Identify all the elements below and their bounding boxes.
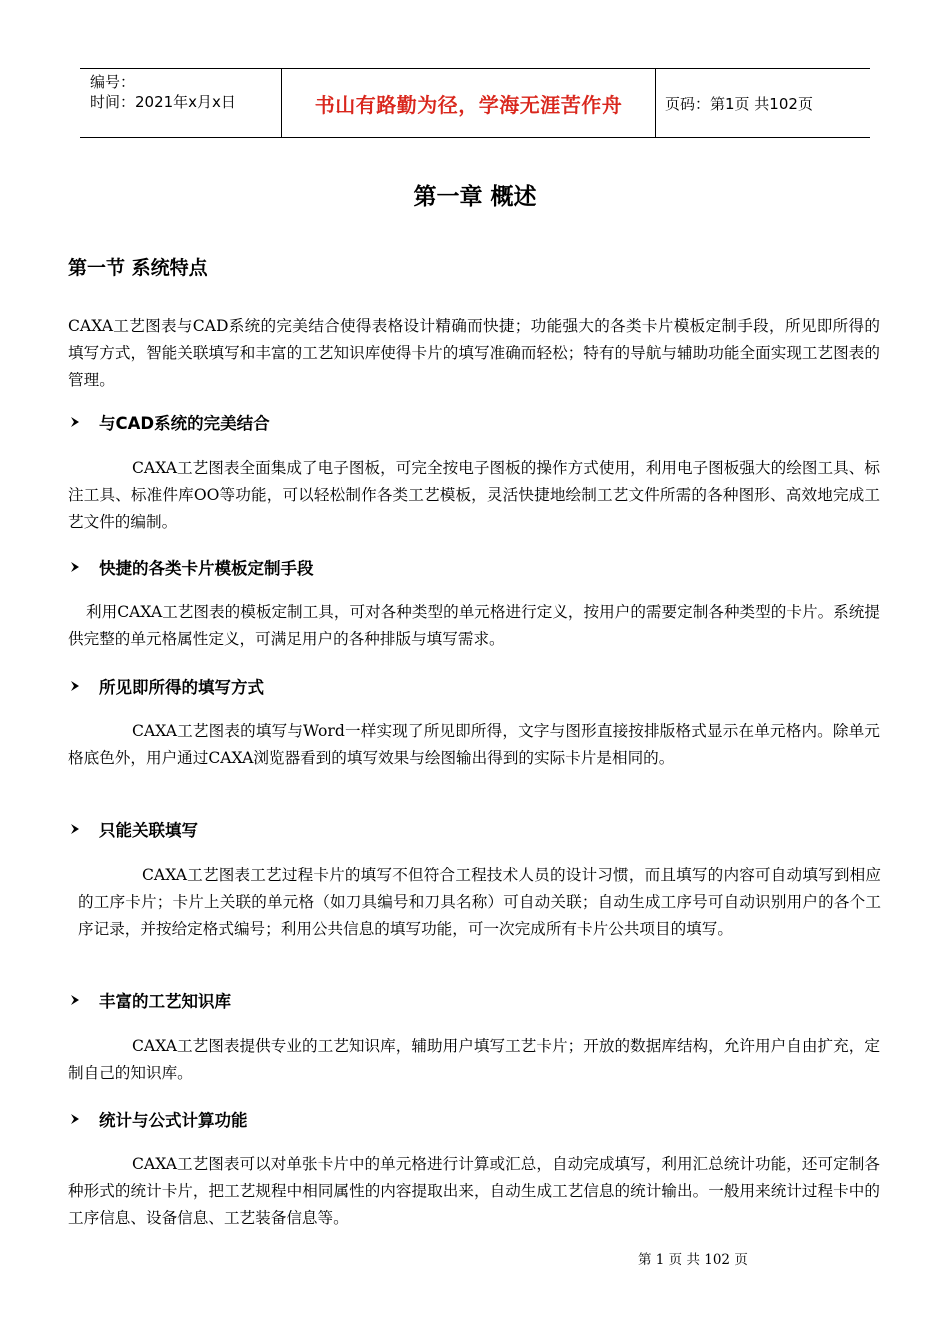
feature-paragraph-1: CAXA工艺图表全面集成了电子图板，可完全按电子图板的操作方式使用，利用电子图板强大的绘图工具、标注工具、标准件库OO等功能，可以轻松制作各类工艺模板，灵活快捷地绘制工艺文件所需的各种图形、高效地完成工艺文件的编制。 [68, 459, 880, 531]
header-left-cell [80, 69, 281, 137]
feature-heading-3 [68, 674, 264, 698]
feature-heading-2 [68, 555, 314, 579]
feature-heading-text: 统计与公式计算功能 [99, 1111, 248, 1130]
page-header [80, 68, 870, 138]
feature-heading-1 [68, 410, 270, 434]
motto-text: 书山有路勤为径，学海无涯苦作舟 [314, 92, 623, 117]
feature-paragraph-6: CAXA工艺图表可以对单张卡片中的单元格进行计算或汇总，自动完成填写，利用汇总统计功能，还可定制各种形式的统计卡片，把工艺规程中相同属性的内容提取出来，自动生成工艺信息的统计输出。一般用来统计过程卡中的工序信息、设备信息、工艺装备信息等。 [68, 1155, 880, 1227]
feature-heading-text: 与CAD系统的完美结合 [99, 414, 270, 433]
feature-heading-4 [68, 817, 198, 841]
header-motto-cell [281, 69, 656, 137]
arrow-bullet-icon [68, 993, 82, 1007]
feature-heading-5 [68, 988, 231, 1012]
feature-paragraph-3: CAXA工艺图表的填写与Word一样实现了所见即所得，文字与图形直接按排版格式显示在单元格内。除单元格底色外，用户通过CAXA浏览器看到的填写效果与绘图输出得到的实际卡片是相同的。 [68, 722, 880, 767]
arrow-bullet-icon [68, 822, 82, 836]
feature-paragraph-4: CAXA工艺图表工艺过程卡片的填写不但符合工程技术人员的设计习惯，而且填写的内容可自动填写到相应的工序卡片；卡片上关联的单元格（如刀具编号和刀具名称）可自动关联；自动生成工序号可自动识别用户的各个工序记录，并按给定格式编号；利用公共信息的填写功能，可一次完成所有卡片公共项目的填写。 [78, 866, 881, 938]
feature-heading-6 [68, 1107, 248, 1131]
feature-heading-text: 丰富的工艺知识库 [99, 992, 231, 1011]
header-page-info: 页码：第1页 共102页 [665, 94, 813, 113]
arrow-bullet-icon [68, 679, 82, 693]
page-footer: 第 1 页 共 102 页 [638, 1252, 748, 1268]
feature-paragraph-2: 利用CAXA工艺图表的模板定制工具，可对各种类型的单元格进行定义，按用户的需要定制各种类型的卡片。系统提供完整的单元格属性定义，可满足用户的各种排版与填写需求。 [68, 603, 880, 648]
document-date: 时间：2021年x月x日 [90, 93, 236, 111]
feature-heading-text: 所见即所得的填写方式 [99, 678, 264, 697]
arrow-bullet-icon [68, 415, 82, 429]
feature-paragraph-5: CAXA工艺图表提供专业的工艺知识库，辅助用户填写工艺卡片；开放的数据库结构，允许用户自由扩充，定制自己的知识库。 [68, 1037, 880, 1082]
section-title: 第一节 系统特点 [68, 257, 208, 279]
arrow-bullet-icon [68, 560, 82, 574]
feature-heading-text: 只能关联填写 [99, 821, 198, 840]
header-page-cell [655, 69, 870, 137]
document-number-label: 编号： [90, 73, 136, 91]
feature-heading-text: 快捷的各类卡片模板定制手段 [99, 559, 314, 578]
arrow-bullet-icon [68, 1112, 82, 1126]
chapter-title: 第一章 概述 [413, 184, 537, 210]
intro-paragraph: CAXA工艺图表与CAD系统的完美结合使得表格设计精确而快捷；功能强大的各类卡片模板定制手段，所见即所得的填写方式，智能关联填写和丰富的工艺知识库使得卡片的填写准确而轻松；特有的导航与辅助功能全面实现工艺图表的管理。 [68, 317, 880, 389]
